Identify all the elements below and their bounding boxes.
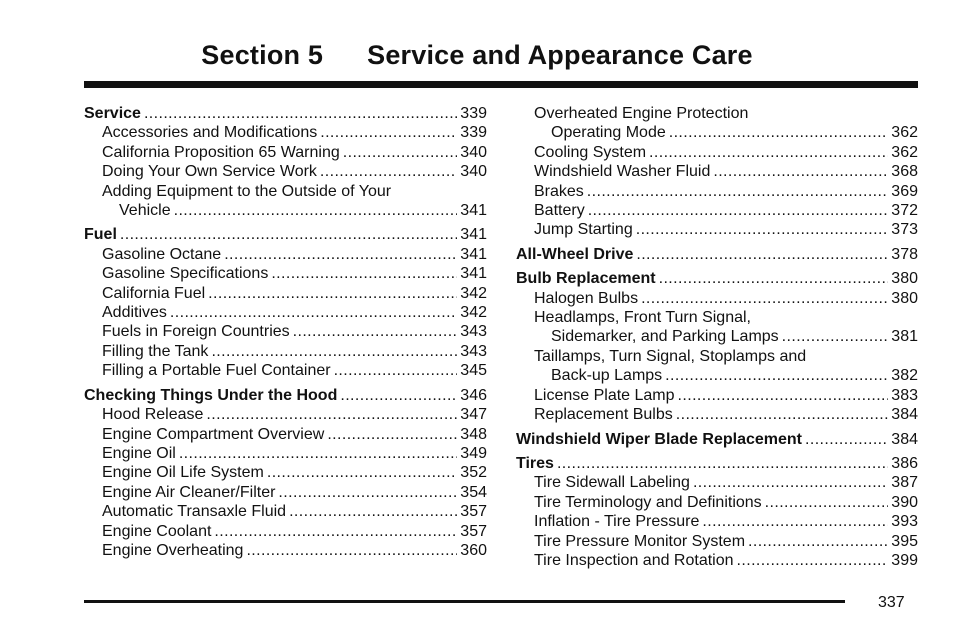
toc-entry-page: 382 [891,367,918,385]
toc-entry[interactable] [84,143,487,162]
toc-section [84,104,487,220]
header-rule [84,81,918,88]
dot-leader [782,327,889,346]
dot-leader [748,532,888,551]
toc-entry[interactable] [516,551,918,570]
toc-entry[interactable] [516,220,918,239]
toc-entry[interactable] [84,522,487,541]
toc-entry-page: 362 [891,143,918,161]
toc-section-heading[interactable] [84,225,487,244]
toc-entry-title: Engine Oil Life System [102,464,264,482]
toc-entry-page: 386 [891,454,918,472]
toc-section [516,269,918,424]
toc-entry[interactable] [516,327,918,346]
toc-entry-title: Sidemarker, and Parking Lamps [551,328,779,346]
toc-entry-page: 339 [460,124,487,142]
toc-entry-title: Engine Overheating [102,541,244,559]
toc-entry-title: Gasoline Specifications [102,265,269,283]
toc-entry-title: Automatic Transaxle Fluid [102,503,287,521]
toc-entry[interactable] [84,284,487,303]
section-label: Section [201,40,301,70]
footer-rule [84,600,845,603]
dot-leader [278,483,457,502]
toc-entry[interactable] [84,245,487,264]
dot-leader [170,303,457,322]
toc-entry-title: Tires [516,454,554,472]
toc-entry-page: 343 [460,323,487,341]
toc-entry-title: Brakes [534,182,584,200]
toc-entry-title: Cooling System [534,143,647,161]
toc-section-heading[interactable] [84,386,487,405]
toc-entry-title: Additives [102,304,167,322]
toc-entry-title-line[interactable]: Adding Equipment to the Outside of Your [102,182,392,200]
dot-leader [649,143,888,162]
toc-entry-title: Gasoline Octane [102,245,222,263]
toc-entry[interactable] [84,361,487,380]
toc-entry-page: 390 [891,493,918,511]
dot-leader [267,463,457,482]
toc-entry-page: 357 [460,522,487,540]
toc-entry-title: Replacement Bulbs [534,406,673,424]
toc-entry[interactable] [516,366,918,385]
toc-entry[interactable] [84,342,487,361]
dot-leader [713,162,888,181]
toc-entry-page: 348 [460,425,487,443]
toc-entry-title: Doing Your Own Service Work [102,163,317,181]
dot-leader [289,502,457,521]
toc-entry-title: Tire Inspection and Rotation [534,551,734,569]
dot-leader [320,123,457,142]
toc-section-heading[interactable] [516,430,918,449]
toc-entry-title: Engine Coolant [102,522,212,540]
dot-leader [214,522,457,541]
toc-entry-title: Bulb Replacement [516,270,656,288]
toc-section-heading[interactable] [84,104,487,123]
toc-entry-title: Engine Compartment Overview [102,425,325,443]
dot-leader [246,541,457,560]
dot-leader [224,245,457,264]
toc-entry[interactable] [516,473,918,492]
toc-entry-page: 384 [891,430,918,448]
toc-entry-title: Fuel [84,226,117,244]
dot-leader [636,245,888,264]
toc-entry-page: 380 [891,289,918,307]
dot-leader [693,473,888,492]
toc-entry[interactable] [516,143,918,162]
toc-entry-page: 369 [891,182,918,200]
toc-section [516,430,918,449]
toc-entry-title: Halogen Bulbs [534,289,639,307]
toc-entry-page: 384 [891,406,918,424]
toc-entry-page: 346 [460,386,487,404]
dot-leader [293,322,458,341]
toc-entry-title: Filling the Tank [102,342,209,360]
dot-leader [641,289,888,308]
dot-leader [665,366,888,385]
toc-entry[interactable] [84,123,487,142]
toc-entry[interactable] [84,201,487,220]
toc-entry-page: 381 [891,328,918,346]
toc-entry-title: California Proposition 65 Warning [102,143,340,161]
toc-entry[interactable] [516,289,918,308]
toc-entry-title: Fuels in Foreign Countries [102,323,290,341]
dot-leader [676,405,889,424]
toc-section [84,386,487,561]
toc-entry-page: 352 [460,464,487,482]
toc-entry-title: California Fuel [102,284,206,302]
dot-leader [271,264,457,283]
toc-entry-page: 378 [891,245,918,263]
toc-entry-page: 387 [891,474,918,492]
dot-leader [737,551,889,570]
toc-entry[interactable] [84,463,487,482]
toc-entry[interactable] [516,386,918,405]
toc-entry[interactable] [516,405,918,424]
toc-entry-page: 360 [460,541,487,559]
dot-leader [179,444,457,463]
page-title [0,40,954,71]
toc-entry-page: 340 [460,163,487,181]
page-number: 337 [878,594,905,611]
dot-leader [327,425,457,444]
dot-leader [144,104,457,123]
toc-entry-title: Hood Release [102,406,204,424]
toc-entry-title: Inflation - Tire Pressure [534,513,700,531]
toc-entry[interactable] [516,182,918,201]
toc-entry-page: 339 [460,105,487,122]
toc-entry-title: Tire Pressure Monitor System [534,532,746,550]
toc-entry[interactable] [516,532,918,551]
toc-entry-page: 342 [460,284,487,302]
toc-section-heading[interactable] [516,454,918,473]
toc-entry-page: 395 [891,532,918,550]
toc-entry-title: Vehicle [119,202,171,220]
toc-entry[interactable] [84,541,487,560]
toc-entry-page: 372 [891,202,918,220]
toc-column-left [84,104,487,565]
dot-leader [334,361,458,380]
dot-leader [587,182,889,201]
section-title: Service and Appearance Care [367,40,753,70]
toc-entry[interactable] [516,162,918,181]
toc-entry-title-line[interactable]: Overheated Engine Protection [534,105,749,122]
toc-entry-page: 342 [460,304,487,322]
toc-entry-page: 343 [460,342,487,360]
toc-entry[interactable] [516,512,918,531]
toc-entry-page: 380 [891,270,918,288]
toc-entry-title: Tire Terminology and Definitions [534,493,762,511]
toc-entry-title: Tire Sidewall Labeling [534,474,690,492]
dot-leader [174,201,458,220]
toc-entry-title: Windshield Wiper Blade Replacement [516,430,802,448]
toc-entry-title-line[interactable]: Taillamps, Turn Signal, Stoplamps and [534,347,807,365]
dot-leader [805,430,888,449]
toc-entry[interactable] [516,493,918,512]
toc-entry-page: 393 [891,513,918,531]
toc-entry[interactable] [516,123,918,142]
toc-entry-page: 368 [891,163,918,181]
toc-entry-title: Operating Mode [551,124,666,142]
toc-entry[interactable] [84,444,487,463]
toc-entry[interactable] [84,303,487,322]
toc-entry-page: 341 [460,202,487,220]
toc-entry-page: 373 [891,221,918,239]
toc-entry-title: Jump Starting [534,221,633,239]
toc-entry-page: 340 [460,143,487,161]
toc-entry[interactable] [84,483,487,502]
toc-entry-page: 357 [460,503,487,521]
toc-entry-title: Windshield Washer Fluid [534,163,711,181]
toc-entry-page: 341 [460,245,487,263]
toc-entry-title: Back-up Lamps [551,367,663,385]
dot-leader [636,220,889,239]
toc-entry-page: 345 [460,362,487,380]
dot-leader [765,493,889,512]
dot-leader [669,123,889,142]
dot-leader [206,405,457,424]
toc-section-heading[interactable] [516,245,918,264]
dot-leader [120,225,457,244]
dot-leader [343,143,458,162]
toc-column-right [516,104,918,575]
toc-entry-title: License Plate Lamp [534,386,675,404]
toc-entry[interactable] [84,405,487,424]
dot-leader [211,342,457,361]
toc-entry-page: 383 [891,386,918,404]
toc-section [516,454,918,570]
toc-entry-title: Filling a Portable Fuel Container [102,362,331,380]
dot-leader [208,284,457,303]
toc-entry-page: 362 [891,124,918,142]
section-number: 5 [307,40,324,70]
dot-leader [320,162,457,181]
toc-entry[interactable] [84,425,487,444]
toc-entry[interactable] [84,502,487,521]
toc-entry-page: 399 [891,551,918,569]
dot-leader [557,454,888,473]
dot-leader [340,386,457,405]
toc-section [516,245,918,264]
toc-entry-page: 354 [460,483,487,501]
toc-entry[interactable] [516,201,918,220]
toc-entry-title: Checking Things Under the Hood [84,386,338,404]
toc-entry-title: Battery [534,202,585,220]
toc-section [84,225,487,380]
toc-entry-title: All-Wheel Drive [516,245,634,263]
toc-entry-page: 341 [460,226,487,244]
toc-section-heading[interactable] [516,269,918,288]
toc-entry[interactable] [84,264,487,283]
toc-section [516,104,918,240]
dot-leader [588,201,889,220]
dot-leader [659,269,889,288]
toc-entry-page: 347 [460,406,487,424]
toc-entry[interactable] [84,322,487,341]
toc-entry-title: Service [84,105,141,122]
toc-entry[interactable] [84,162,487,181]
toc-entry-title: Engine Air Cleaner/Filter [102,483,276,501]
toc-entry-page: 349 [460,444,487,462]
toc-entry-title: Engine Oil [102,444,176,462]
toc-entry-title-line[interactable]: Headlamps, Front Turn Signal, [534,309,751,327]
dot-leader [678,386,889,405]
toc-entry-title: Accessories and Modifications [102,124,318,142]
dot-leader [702,512,888,531]
toc-entry-page: 341 [460,265,487,283]
